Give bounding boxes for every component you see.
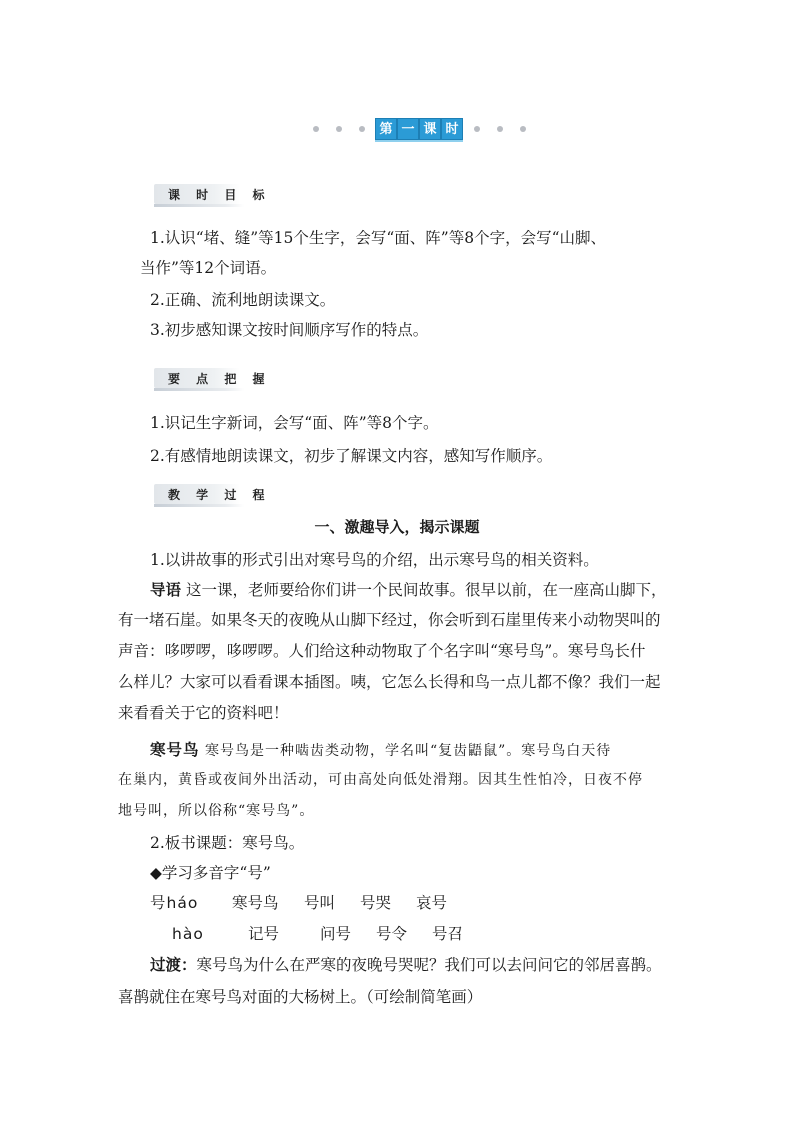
intro-line: 么样儿？大家可以看看课本插图。咦，它怎么长得和鸟一点儿都不像？我们一起 <box>118 673 661 691</box>
objective-line: 当作”等12个词语。 <box>140 259 277 277</box>
banner-char: 课 <box>419 118 441 140</box>
section-title: 要 点 把 握 <box>168 372 271 386</box>
banner-dot <box>497 126 503 132</box>
banner-dot <box>359 126 365 132</box>
note-line <box>150 735 660 766</box>
keypoint-line: 2.有感情地朗读课文，初步了解课文内容，感知写作顺序。 <box>150 447 553 465</box>
intro-line: 有一堵石崖。如果冬天的夜晚从山脚下经过，你会听到石崖里传来小动物哭叫的 <box>118 611 661 629</box>
transition-line: 喜鹊就住在寒号鸟对面的大杨树上。（可绘制简笔画） <box>118 988 483 1006</box>
step-1: 1.以讲故事的形式引出对寒号鸟的介绍，出示寒号鸟的相关资料。 <box>150 551 599 569</box>
keypoint-line: 1.识记生字新词，会写“面、阵”等8个字。 <box>150 414 439 432</box>
polyphone-word: 号哭 <box>360 894 392 912</box>
polyphone-pinyin: hào <box>172 925 204 943</box>
banner-dot <box>336 126 342 132</box>
section-title: 教 学 过 程 <box>168 488 271 502</box>
objective-line: 3.初步感知课文按时间顺序写作的特点。 <box>150 321 429 339</box>
intro-line <box>150 575 667 605</box>
polyphone-word: 号令 <box>376 925 408 943</box>
polyphone-word: 问号 <box>320 925 352 943</box>
label-underline <box>154 388 244 391</box>
banner-char: 一 <box>397 118 419 140</box>
objective-line: 1.认识“堵、缝”等15个生字，会写“面、阵”等8个字，会写“山脚、 <box>150 229 606 247</box>
banner-dot <box>474 126 480 132</box>
polyphone-word: 寒号鸟 <box>232 894 279 912</box>
banner-dot <box>520 126 526 132</box>
transition-label: 过渡： <box>150 956 197 974</box>
step-2: 2.板书课题：寒号鸟。 <box>150 834 305 852</box>
objective-line: 2.正确、流利地朗读课文。 <box>150 291 336 309</box>
polyphone-char-pinyin: 号háo <box>150 894 199 912</box>
intro-line: 来看看关于它的资料吧！ <box>118 704 289 722</box>
note-text: 寒号鸟是一种啮齿类动物，学名叫“复齿鼯鼠”。寒号鸟白天待 <box>199 743 612 759</box>
intro-text: 这一课，老师要给你们讲一个民间故事。很早以前，在一座高山脚下， <box>181 581 667 599</box>
polyphone-word: 号召 <box>432 925 464 943</box>
lesson-banner <box>0 118 794 144</box>
transition-line <box>150 950 660 980</box>
intro-label: 导语 <box>150 581 182 599</box>
intro-line: 声音：哆啰啰，哆啰啰。人们给这种动物取了个名字叫“寒号鸟”。寒号鸟长什 <box>118 642 646 660</box>
polyphone-word: 记号 <box>248 925 280 943</box>
label-underline <box>154 504 244 507</box>
part-heading: 一、激趣导入，揭示课题 <box>314 518 480 536</box>
note-label: 寒号鸟 <box>150 741 200 759</box>
note-line: 在巢内，黄昏或夜间外出活动，可由高处向低处滑翔。因其生性怕冷，日夜不停 <box>118 772 643 788</box>
polyphone-word: 号叫 <box>304 894 336 912</box>
banner-dot <box>313 126 319 132</box>
polyphone-word: 哀号 <box>416 894 448 912</box>
label-underline <box>154 204 244 207</box>
banner-char: 时 <box>441 118 463 140</box>
transition-text: 寒号鸟为什么在严寒的夜晚号哭呢？我们可以去问问它的邻居喜鹊。 <box>196 956 662 974</box>
banner-char: 第 <box>375 118 397 140</box>
polyphone-title: ◆学习多音字“号” <box>150 864 271 882</box>
section-title: 课 时 目 标 <box>168 188 271 202</box>
note-line: 地号叫，所以俗称“寒号鸟”。 <box>118 803 315 819</box>
